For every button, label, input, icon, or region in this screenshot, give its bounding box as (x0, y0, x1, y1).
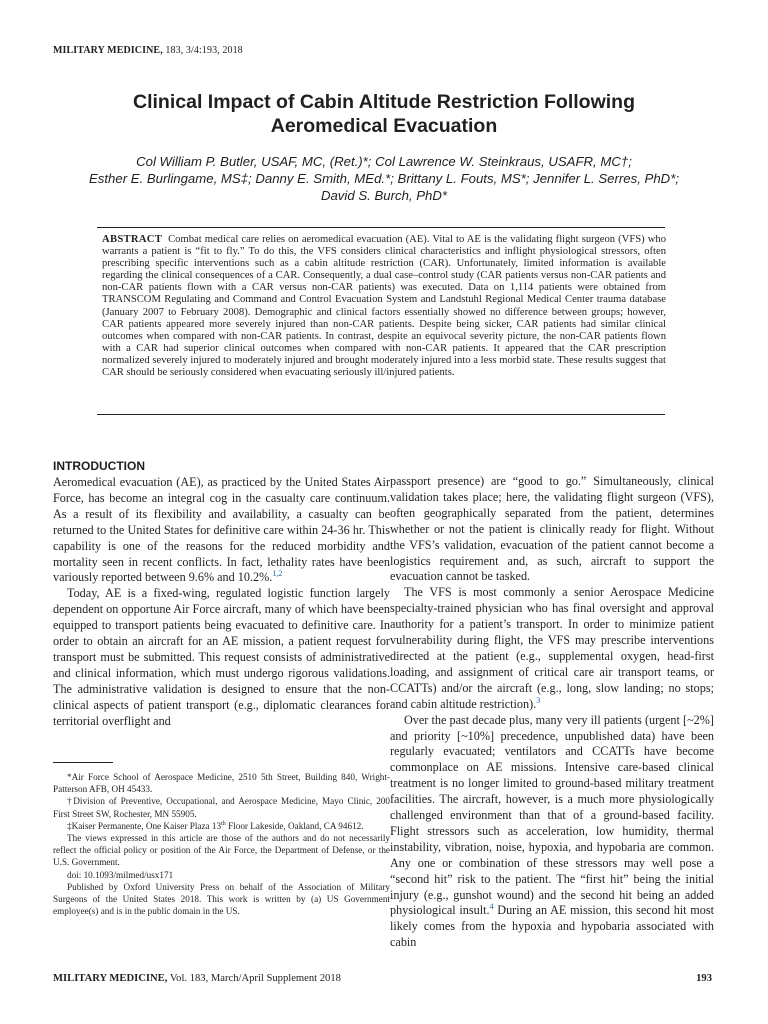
article-title (84, 90, 684, 138)
page-footer (53, 973, 341, 984)
abstract-bottom-rule (97, 414, 665, 415)
footnote-affiliation-2: †Division of Preventive, Occupational, and Aerospace Medicine, Mayo Clinic, 200 First Street SW, Rochester, MN 55905. (53, 796, 390, 819)
running-head (53, 45, 243, 56)
abstract-top-rule (97, 227, 665, 228)
footnote-affiliation-3-text-a: ‡Kaiser Permanente, One Kaiser Plaza 13 (67, 820, 222, 831)
author-list (40, 153, 728, 204)
intro-paragraph-2: Today, AE is a fixed-wing, regulated logistic function largely dependent on opportune Air Force aircraft, many of which have been equipped to transport patients being evacuated to definitive care. In order to obtain an aircraft for an AE mission, a patient request for transport must be submitted. This request consists of administrative and clinical information, which must undergo rigorous validations. The administrative validation is designed to ensure that the non-clinical aspects of patient transport (e.g., diplomatic clearances for territorial overflight and (53, 586, 390, 728)
footnote-doi[interactable]: doi: 10.1093/milmed/usx171 (67, 869, 174, 880)
abstract-text: Combat medical care relies on aeromedical evacuation (AE). Vital to AE is the validating flight surgeon (VFS) who warrants a patient is “fit to fly.” To do this, the VFS considers clinical characteristics and inflight physiological stressors, often prescribing specific interventions such as a cabin altitude restriction (CAR). Unfortunately, limited information is available regarding the clinical consequences of a CAR. Consequently, a dual case–control study (CAR patients versus non-CAR patients and non-CAR patients flown with a CAR versus non-CAR patients) was executed. Data on 1,114 patients were obtained from TRANSCOM Regulating and Command and Control Evacuation System and Landstuhl Regional Medical Center trauma database (January 2007 to February 2008). Demographic and clinical factors essentially showed no difference between groups; however, CAR patients appeared more severely injured than non-CAR patients. Despite being sicker, CAR patients had similar clinical outcomes when compared with non-CAR patients. In contrast, despite an equivocal severity picture, the non-CAR patients flown with a CAR had superior clinical outcomes when compared with non-CAR patients. It appeared that the CAR prescription normalized severely injured to moderately injured and brought moderately injured into a less morbid state. These results suggest that CAR should be seriously considered when evacuating seriously ill/injured patients. (102, 234, 666, 379)
abstract-label: ABSTRACT (102, 234, 163, 245)
footer-journal: MILITARY MEDICINE, (53, 973, 168, 984)
footnote-disclaimer: The views expressed in this article are those of the authors and do not necessarily reflect the official policy or position of the Air Force, the Department of Defense, or the U.S. Government. (53, 833, 390, 868)
footer-issue: Vol. 183, March/April Supplement 2018 (169, 973, 341, 984)
footnote-affiliation-3 (53, 820, 390, 832)
citation-ref-4[interactable]: 4 (489, 902, 494, 912)
footnotes (53, 771, 390, 917)
running-head-journal: MILITARY MEDICINE, (53, 45, 163, 56)
intro-paragraph-5-text-a: Over the past decade plus, many very ill patients (urgent [~2%] and priority [~10%] precedence, unpublished data) have been regularly evacuated; ventilators and CCATTs have become commonplace on AE missions. Intensive care-based clinical treatment is no longer limited to ground-based military treatment facilities. The aircraft, however, is a much more physiologically challenged environment than that of a ground-based facility. Flight stressors such as acceleration, low humidity, thermal instability, vibration, noise, hypoxia, and hypobaria are common. Any one or combination of these stressors may well pose a “second hit” risk to the patient. The “first hit” being the initial injury (e.g., gunshot wound) and the second hit being an added physiological insult. (390, 712, 714, 918)
intro-paragraph-1-text: Aeromedical evacuation (AE), as practiced by the United States Air Force, has become an integral cog in the casualty care continuum. As a result of its flexibility and availability, a casualty can be returned to the United States for definitive care within 24-36 hr. This capability is one of the reasons for the reduced morbidity and mortality seen in recent conflicts. In fact, lethality rates have been variously reported between 9.6% and 10.2%. (53, 475, 390, 585)
right-column (390, 474, 714, 951)
author-line-1: Col William P. Butler, USAF, MC, (Ret.)*; Col Lawrence W. Steinkraus, USAFR, MC†; (136, 154, 632, 169)
page-number: 193 (696, 973, 712, 984)
citation-ref-1-2[interactable]: 1,2 (272, 569, 283, 579)
intro-paragraph-1 (53, 475, 390, 586)
article-title-line-1: Clinical Impact of Cabin Altitude Restriction Following (133, 91, 635, 113)
footnote-affiliation-1: *Air Force School of Aerospace Medicine, 2510 5th Street, Building 840, Wright-Patterson AFB, OH 45433. (53, 772, 390, 795)
article-title-line-2: Aeromedical Evacuation (270, 115, 498, 137)
section-heading-introduction: INTRODUCTION (53, 459, 145, 473)
citation-ref-3[interactable]: 3 (536, 695, 541, 705)
footnote-rule (53, 762, 113, 763)
intro-paragraph-5-text-b: During an AE mission, this second hit most likely comes from the hypoxia and hypobaria associated with cabin (390, 903, 714, 950)
intro-paragraph-4-text: The VFS is most commonly a senior Aerospace Medicine specialty-trained physician who has final oversight and approval authority for a patient’s transport. In order to minimize patient vulnerability during flight, the VFS may prescribe interventions directed at the patient (e.g., supplemental oxygen, head-first loading, and assignment of critical care air transport teams, or CCATTs) and/or the aircraft (e.g., long, slow landing; no stops; and cabin altitude restriction). (390, 585, 714, 711)
running-head-citation: 183, 3/4:193, 2018 (165, 45, 243, 56)
intro-paragraph-5 (390, 713, 714, 952)
footnote-affiliation-3-text-b: Floor Lakeside, Oakland, CA 94612. (225, 820, 364, 831)
intro-paragraph-3: passport presence) are “good to go.” Simultaneously, clinical validation takes place; here, the validating flight surgeon (VFS), often geographically separated from the patient, determines whether or not the patient is clinically ready for flight. Without the VFS’s validation, evacuation of the patient cannot become a logistics requirement and, as such, aircraft to support the evacuation cannot be tasked. (390, 474, 714, 584)
left-column (53, 475, 390, 730)
author-line-3: David S. Burch, PhD* (320, 188, 448, 203)
footnote-ordinal-sup: th (221, 820, 226, 827)
footnote-publisher: Published by Oxford University Press on behalf of the Association of Military Surgeons of the United States 2018. This work is written by (a) US Government employee(s) and is in the public domain in the US. (53, 881, 390, 917)
author-line-2: Esther E. Burlingame, MS‡; Danny E. Smith, MEd.*; Brittany L. Fouts, MS*; Jennifer L. Serres, PhD*; (88, 171, 679, 186)
abstract (102, 234, 666, 379)
intro-paragraph-4 (390, 585, 714, 712)
